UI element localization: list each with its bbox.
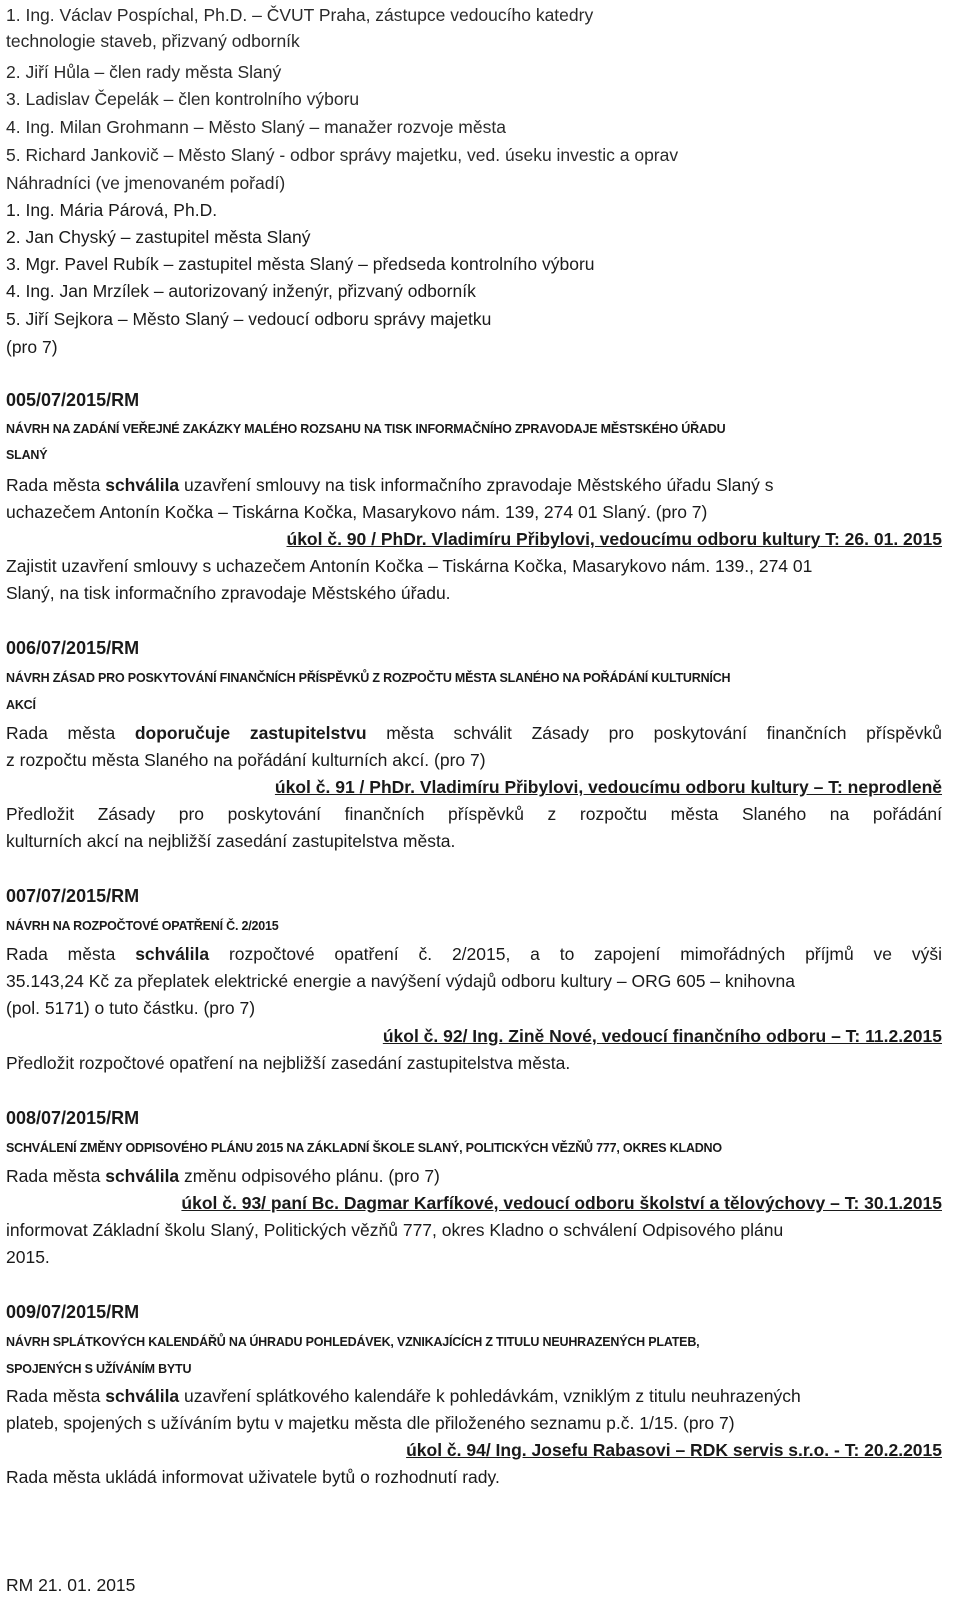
task-assignment: úkol č. 91 / PhDr. Vladimíru Přibylovi, vedoucímu odboru kultury – T: neprodleně: [274, 777, 942, 797]
task-text: kulturních akcí na nejbližší zasedání zastupitelstva města.: [6, 831, 456, 851]
substitute-line: 4. Ing. Jan Mrzílek – autorizovaný inženýr, přizvaný odborník: [6, 281, 476, 301]
resolution-title: SLANÝ: [6, 448, 48, 462]
resolution-lead: Rada města: [6, 1166, 106, 1186]
resolution-text-part: změnu odpisového plánu. (pro 7): [179, 1166, 440, 1186]
substitute-line: 1. Ing. Mária Párová, Ph.D.: [6, 200, 218, 220]
task-assignment: [287, 526, 943, 552]
resolution-text-part: města schválit Zásady pro poskytování finančních příspěvků: [366, 723, 943, 743]
task-assignment: úkol č. 94/ Ing. Josefu Rabasovi – RDK servis s.r.o. - T: 20.2.2015: [406, 1440, 942, 1460]
resolution-number: 007/07/2015/RM: [6, 886, 140, 906]
resolution-number: 006/07/2015/RM: [6, 638, 140, 658]
member-line: 5. Richard Jankovič – Město Slaný - odbor správy majetku, ved. úseku investic a oprav: [6, 145, 679, 165]
resolution-verb: schválila: [105, 1386, 180, 1406]
member-line: 2. Jiří Hůla – člen rady města Slaný: [6, 62, 282, 82]
substitute-line: 5. Jiří Sejkora – Město Slaný – vedoucí odboru správy majetku: [6, 309, 492, 329]
resolution-title: SPOJENÝCH S UŽÍVÁNÍM BYTU: [6, 1362, 192, 1376]
resolution-number: 008/07/2015/RM: [6, 1108, 140, 1128]
substitutes-heading: Náhradníci (ve jmenovaném pořadí): [6, 173, 286, 193]
substitute-line: 2. Jan Chyský – zastupitel města Slaný: [6, 227, 311, 247]
resolution-text: (pol. 5171) o tuto částku. (pro 7): [6, 998, 256, 1018]
resolution-text: [6, 941, 942, 967]
resolution-verb: schválila: [135, 944, 210, 964]
resolution-title: NÁVRH ZÁSAD PRO POSKYTOVÁNÍ FINANČNÍCH PŘÍSPĚVKŮ Z ROZPOČTU MĚSTA SLANÉHO NA POŘÁDÁNÍ KULTURNÍCH: [6, 671, 731, 685]
resolution-title: NÁVRH SPLÁTKOVÝCH KALENDÁŘŮ NA ÚHRADU POHLEDÁVEK, VZNIKAJÍCÍCH Z TITULU NEUHRAZENÝCH PLATEB,: [6, 1335, 700, 1349]
resolution-title: SCHVÁLENÍ ZMĚNY ODPISOVÉHO PLÁNU 2015 NA ZÁKLADNÍ ŠKOLE SLANÝ, POLITICKÝCH VĚZŇŮ 777, OKRES KLADNO: [6, 1141, 722, 1155]
task-text: Předložit Zásady pro poskytování finančních příspěvků z rozpočtu města Slaného na pořádání: [6, 804, 942, 824]
member-line: 1. Ing. Václav Pospíchal, Ph.D. – ČVUT Praha, zástupce vedoucího katedry: [6, 5, 594, 25]
resolution-text: plateb, spojených s užíváním bytu v majetku města dle přiloženého seznamu p.č. 1/15. (pro 7): [6, 1413, 735, 1433]
resolution-text-part: uzavření splátkového kalendáře k pohledávkám, vzniklým z titulu neuhrazených: [179, 1386, 801, 1406]
resolution-text-part: rozpočtové opatření č. 2/2015, a to zapojení mimořádných příjmů ve výši: [209, 944, 942, 964]
task-text: Předložit rozpočtové opatření na nejbližší zasedání zastupitelstva města.: [6, 1053, 571, 1073]
member-line: technologie staveb, přizvaný odborník: [6, 31, 300, 51]
resolution-text: z rozpočtu města Slaného na pořádání kulturních akcí. (pro 7): [6, 750, 486, 770]
task-text: Zajistit uzavření smlouvy s uchazečem Antonín Kočka – Tiskárna Kočka, Masarykovo nám. 139., 274 01: [6, 556, 813, 576]
task-deadline: T: 26. 01. 2015: [820, 529, 942, 549]
task-text: 2015.: [6, 1247, 50, 1267]
resolution-title: NÁVRH NA ZADÁNÍ VEŘEJNÉ ZAKÁZKY MALÉHO ROZSAHU NA TISK INFORMAČNÍHO ZPRAVODAJE MĚSTSKÉHO ÚŘADU: [6, 422, 726, 436]
resolution-lead: Rada města: [6, 723, 135, 743]
resolution-text: uchazečem Antonín Kočka – Tiskárna Kočka, Masarykovo nám. 139, 274 01 Slaný. (pro 7): [6, 502, 708, 522]
task-text: Slaný, na tisk informačního zpravodaje Městského úřadu.: [6, 583, 451, 603]
resolution-number: 009/07/2015/RM: [6, 1302, 140, 1322]
task-label: úkol č. 90 / PhDr. Vladimíru Přibylovi, vedoucímu odboru kultury: [286, 529, 821, 549]
resolution-text: [6, 1383, 801, 1409]
resolution-verb: doporučuje zastupitelstvu: [134, 723, 367, 743]
resolution-lead: Rada města: [6, 475, 106, 495]
resolution-number: 005/07/2015/RM: [6, 390, 140, 410]
resolution-text: [6, 472, 774, 498]
task-text: informovat Základní školu Slaný, Politických vězňů 777, okres Kladno o schválení Odpisového plánu: [6, 1220, 784, 1240]
resolution-text-part: uzavření smlouvy na tisk informačního zpravodaje Městského úřadu Slaný s: [179, 475, 774, 495]
page-footer: RM 21. 01. 2015: [6, 1575, 136, 1595]
task-text: Rada města ukládá informovat uživatele bytů o rozhodnutí rady.: [6, 1467, 500, 1487]
resolution-lead: Rada města: [6, 944, 136, 964]
member-line: 3. Ladislav Čepelák – člen kontrolního výboru: [6, 89, 360, 109]
resolution-text: 35.143,24 Kč za přeplatek elektrické energie a navýšení výdajů odboru kultury – ORG 605 – knihovna: [6, 971, 795, 991]
vote-count: (pro 7): [6, 337, 58, 357]
resolution-text: [6, 1163, 440, 1189]
substitute-line: 3. Mgr. Pavel Rubík – zastupitel města Slaný – předseda kontrolního výboru: [6, 254, 595, 274]
member-line: 4. Ing. Milan Grohmann – Město Slaný – manažer rozvoje města: [6, 117, 506, 137]
task-assignment: úkol č. 93/ paní Bc. Dagmar Karfíkové, vedoucí odboru školství a tělovýchovy – T: 30.1.2015: [181, 1193, 942, 1213]
resolution-lead: Rada města: [6, 1386, 106, 1406]
resolution-verb: schválila: [105, 475, 180, 495]
resolution-title: AKCÍ: [6, 698, 36, 712]
resolution-title: NÁVRH NA ROZPOČTOVÉ OPATŘENÍ Č. 2/2015: [6, 919, 279, 933]
resolution-text: [6, 720, 942, 746]
task-assignment: úkol č. 92/ Ing. Zině Nové, vedoucí finančního odboru – T: 11.2.2015: [382, 1026, 942, 1046]
resolution-verb: schválila: [105, 1166, 180, 1186]
